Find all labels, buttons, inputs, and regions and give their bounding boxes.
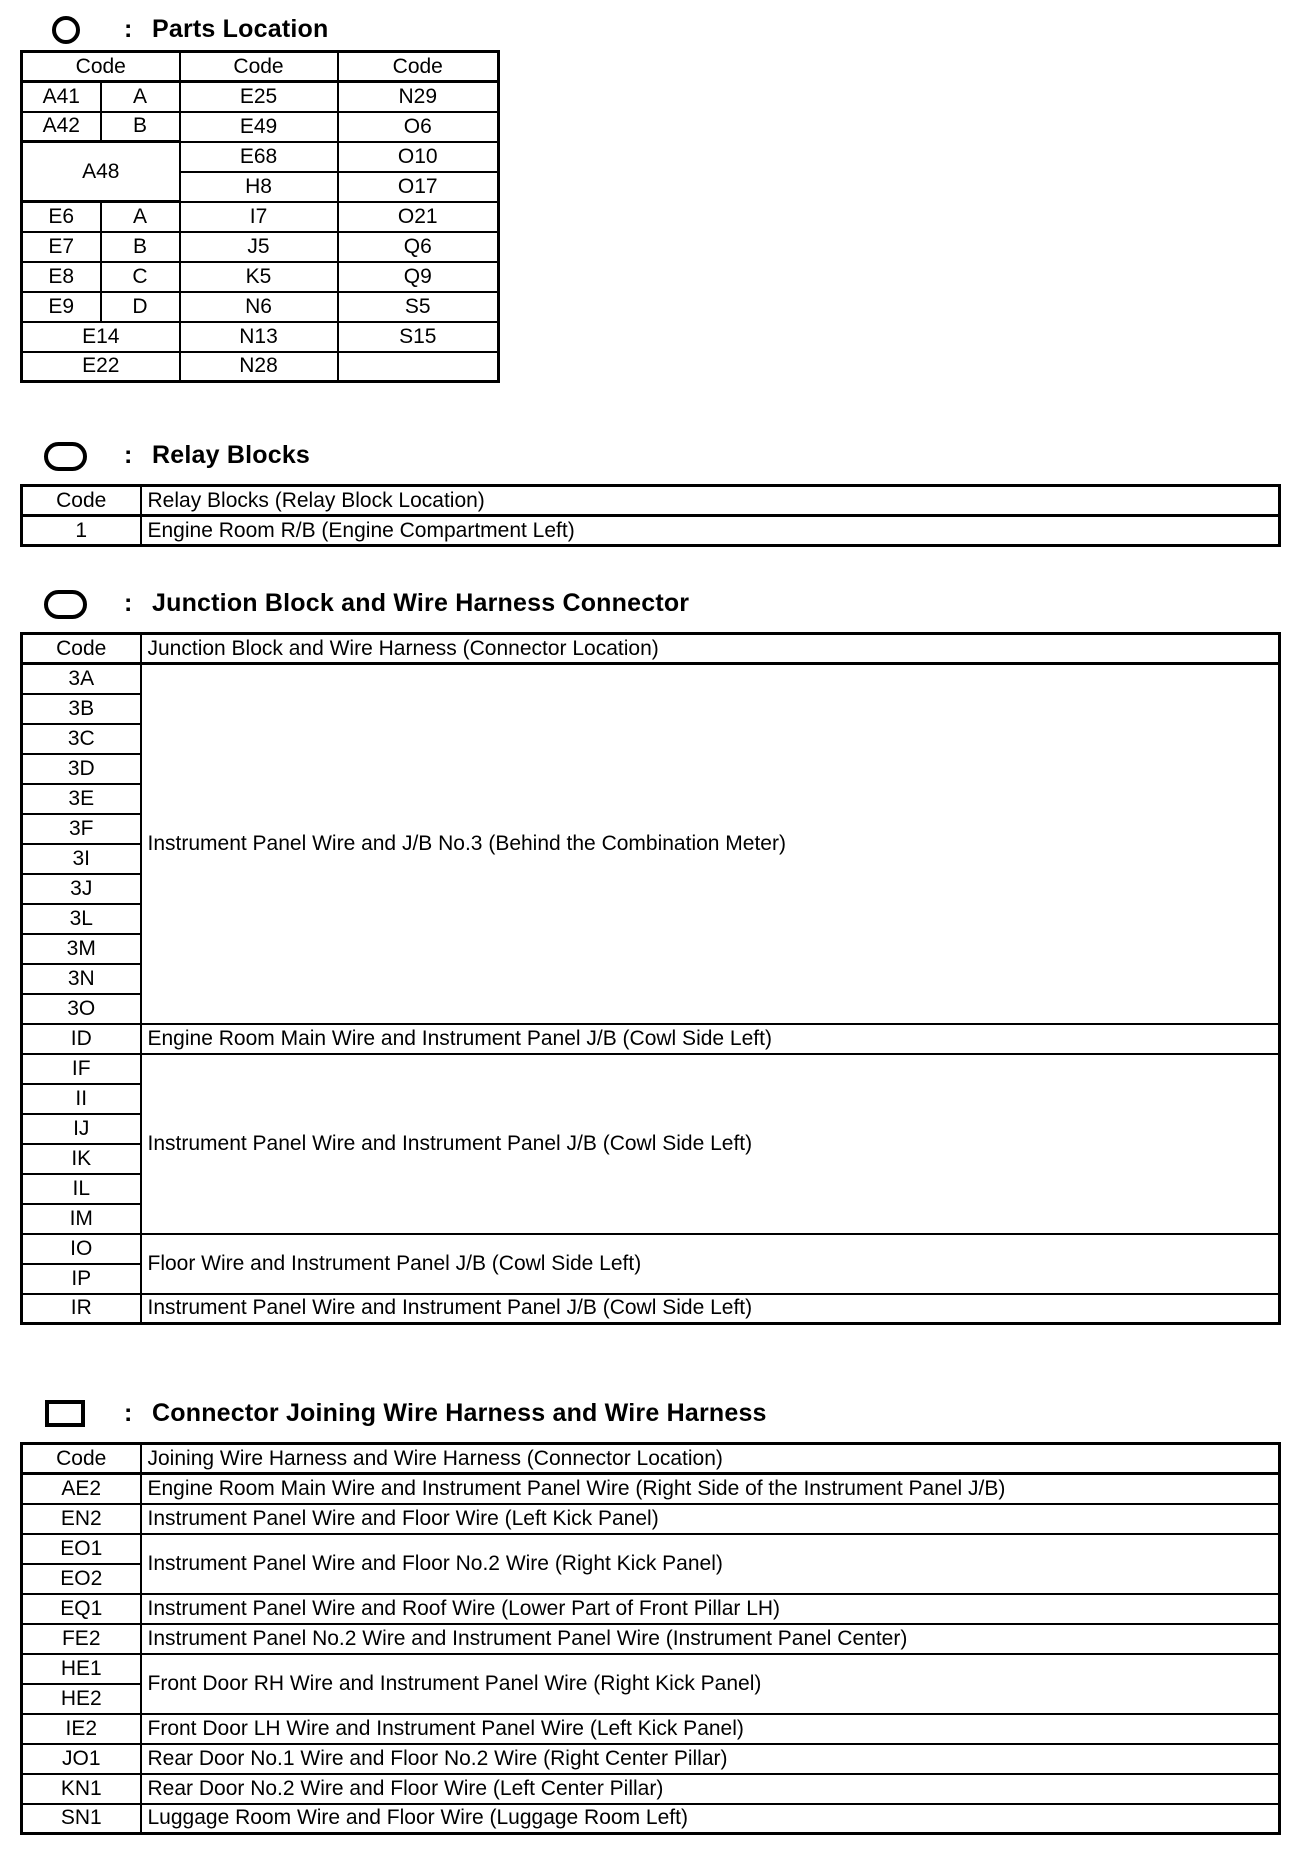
header-description: Relay Blocks (Relay Block Location) — [141, 486, 1280, 516]
header-code-2: Code — [180, 52, 338, 82]
jb-code-cell: IO — [22, 1234, 141, 1264]
code-cell: N13 — [180, 322, 338, 352]
code-cell: K5 — [180, 262, 338, 292]
code-cell: E8 — [22, 262, 101, 292]
connector-code-cell: FE2 — [22, 1624, 141, 1654]
connector-code-cell: EO2 — [22, 1564, 141, 1594]
junction-block-title: Junction Block and Wire Harness Connector — [152, 589, 690, 617]
relay-desc-cell: Engine Room R/B (Engine Compartment Left) — [141, 516, 1280, 546]
code-sub-cell: B — [101, 112, 180, 142]
connector-desc-cell: Instrument Panel No.2 Wire and Instrument Panel Wire (Instrument Panel Center) — [141, 1624, 1280, 1654]
header-code-3: Code — [338, 52, 499, 82]
jb-desc-cell: Floor Wire and Instrument Panel J/B (Cowl Side Left) — [141, 1234, 1280, 1294]
code-sub-cell: D — [101, 292, 180, 322]
relay-blocks-table — [20, 484, 1281, 547]
code-cell: Q9 — [338, 262, 499, 292]
jb-code-cell: IF — [22, 1054, 141, 1084]
connector-desc-cell: Engine Room Main Wire and Instrument Panel Wire (Right Side of the Instrument Panel J/B) — [141, 1474, 1280, 1504]
heading-colon: : — [124, 1399, 133, 1427]
junction-block-heading — [0, 582, 900, 622]
oval-icon — [44, 442, 87, 471]
jb-code-cell: IK — [22, 1144, 141, 1174]
code-sub-cell: C — [101, 262, 180, 292]
jb-code-cell: 3J — [22, 874, 141, 904]
junction-block-table — [20, 632, 1281, 1325]
parts-location-heading — [0, 8, 600, 48]
code-cell: E9 — [22, 292, 101, 322]
jb-code-cell: IM — [22, 1204, 141, 1234]
code-cell — [338, 352, 499, 382]
relay-blocks-title: Relay Blocks — [152, 441, 311, 469]
jb-desc-cell: Instrument Panel Wire and J/B No.3 (Behind the Combination Meter) — [141, 664, 1280, 1024]
connector-desc-cell: Instrument Panel Wire and Roof Wire (Lower Part of Front Pillar LH) — [141, 1594, 1280, 1624]
connector-joining-heading — [0, 1392, 900, 1432]
circle-icon — [52, 16, 80, 44]
code-cell: N6 — [180, 292, 338, 322]
rect-icon — [45, 1400, 85, 1427]
code-cell: S5 — [338, 292, 499, 322]
jb-code-cell: 3F — [22, 814, 141, 844]
code-cell: E6 — [22, 202, 101, 232]
connector-desc-cell: Instrument Panel Wire and Floor No.2 Wire (Right Kick Panel) — [141, 1534, 1280, 1594]
connector-desc-cell: Front Door LH Wire and Instrument Panel Wire (Left Kick Panel) — [141, 1714, 1280, 1744]
jb-code-cell: 3O — [22, 994, 141, 1024]
jb-code-cell: ID — [22, 1024, 141, 1054]
connector-joining-table — [20, 1442, 1281, 1835]
jb-desc-cell: Engine Room Main Wire and Instrument Panel J/B (Cowl Side Left) — [141, 1024, 1280, 1054]
connector-code-cell: KN1 — [22, 1774, 141, 1804]
connector-code-cell: EN2 — [22, 1504, 141, 1534]
connector-code-cell: JO1 — [22, 1744, 141, 1774]
code-cell: A48 — [22, 142, 180, 202]
header-code: Code — [22, 486, 141, 516]
connector-code-cell: HE1 — [22, 1654, 141, 1684]
connector-code-cell: AE2 — [22, 1474, 141, 1504]
jb-code-cell: 3B — [22, 694, 141, 724]
code-cell: O17 — [338, 172, 499, 202]
code-sub-cell: A — [101, 202, 180, 232]
header-description: Junction Block and Wire Harness (Connector Location) — [141, 634, 1280, 664]
parts-location-table — [20, 50, 500, 383]
header-code-1: Code — [22, 52, 180, 82]
code-cell: S15 — [338, 322, 499, 352]
jb-desc-cell: Instrument Panel Wire and Instrument Panel J/B (Cowl Side Left) — [141, 1294, 1280, 1324]
code-cell: A41 — [22, 82, 101, 112]
code-cell: N29 — [338, 82, 499, 112]
jb-code-cell: II — [22, 1084, 141, 1114]
jb-code-cell: 3C — [22, 724, 141, 754]
jb-code-cell: 3E — [22, 784, 141, 814]
code-cell: E68 — [180, 142, 338, 172]
jb-code-cell: IR — [22, 1294, 141, 1324]
heading-colon: : — [124, 589, 133, 617]
jb-code-cell: 3I — [22, 844, 141, 874]
connector-code-cell: HE2 — [22, 1684, 141, 1714]
code-cell: N28 — [180, 352, 338, 382]
connector-code-cell: EQ1 — [22, 1594, 141, 1624]
header-code: Code — [22, 1444, 141, 1474]
code-cell: E7 — [22, 232, 101, 262]
jb-code-cell: IJ — [22, 1114, 141, 1144]
connector-code-cell: IE2 — [22, 1714, 141, 1744]
connector-desc-cell: Rear Door No.2 Wire and Floor Wire (Left Center Pillar) — [141, 1774, 1280, 1804]
relay-blocks-heading — [0, 434, 600, 474]
code-cell: Q6 — [338, 232, 499, 262]
code-sub-cell: B — [101, 232, 180, 262]
code-cell: E49 — [180, 112, 338, 142]
oval-icon — [44, 590, 87, 619]
connector-code-cell: EO1 — [22, 1534, 141, 1564]
parts-location-title: Parts Location — [152, 15, 329, 43]
code-cell: E25 — [180, 82, 338, 112]
connector-desc-cell: Front Door RH Wire and Instrument Panel Wire (Right Kick Panel) — [141, 1654, 1280, 1714]
connector-desc-cell: Rear Door No.1 Wire and Floor No.2 Wire (Right Center Pillar) — [141, 1744, 1280, 1774]
jb-desc-cell: Instrument Panel Wire and Instrument Panel J/B (Cowl Side Left) — [141, 1054, 1280, 1234]
jb-code-cell: 3A — [22, 664, 141, 694]
heading-colon: : — [124, 15, 133, 43]
code-cell: H8 — [180, 172, 338, 202]
jb-code-cell: 3D — [22, 754, 141, 784]
header-code: Code — [22, 634, 141, 664]
code-cell: A42 — [22, 112, 101, 142]
code-sub-cell: A — [101, 82, 180, 112]
code-cell: O21 — [338, 202, 499, 232]
jb-code-cell: 3N — [22, 964, 141, 994]
header-description: Joining Wire Harness and Wire Harness (Connector Location) — [141, 1444, 1280, 1474]
heading-colon: : — [124, 441, 133, 469]
jb-code-cell: IP — [22, 1264, 141, 1294]
jb-code-cell: 3L — [22, 904, 141, 934]
connector-code-cell: SN1 — [22, 1804, 141, 1834]
code-cell: E14 — [22, 322, 180, 352]
code-cell: E22 — [22, 352, 180, 382]
connector-desc-cell: Luggage Room Wire and Floor Wire (Luggage Room Left) — [141, 1804, 1280, 1834]
connector-desc-cell: Instrument Panel Wire and Floor Wire (Left Kick Panel) — [141, 1504, 1280, 1534]
jb-code-cell: 3M — [22, 934, 141, 964]
relay-code-cell: 1 — [22, 516, 141, 546]
connector-joining-title: Connector Joining Wire Harness and Wire Harness — [152, 1399, 767, 1427]
code-cell: O10 — [338, 142, 499, 172]
jb-code-cell: IL — [22, 1174, 141, 1204]
code-cell: O6 — [338, 112, 499, 142]
code-cell: I7 — [180, 202, 338, 232]
code-cell: J5 — [180, 232, 338, 262]
